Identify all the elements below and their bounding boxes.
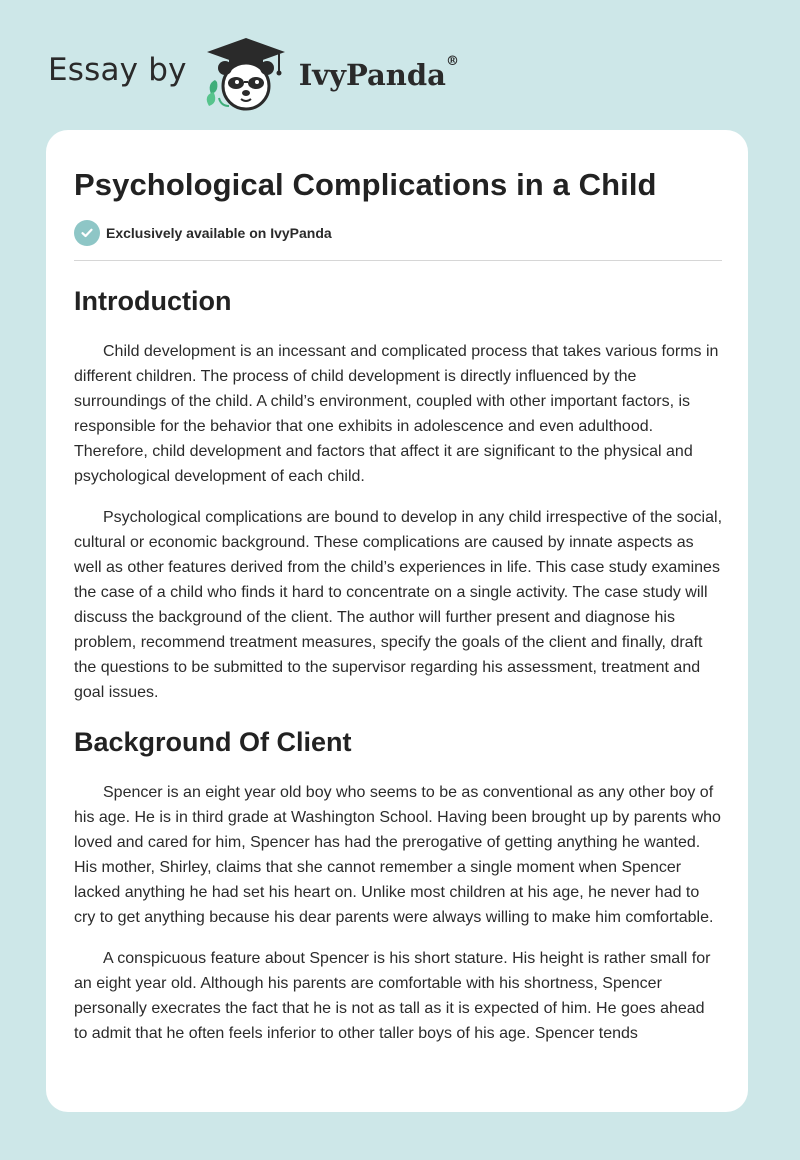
paragraph: Psychological complications are bound to develop in any child irrespective of the social, cultural or economic background. These complications are caused by innate aspects as well as other features derived from the child’s experiences in life. This case study examines the case of a child who finds it hard to concentrate on a single activity. The case study will discuss the background of the client. The author will further present and diagnose his problem, recommend treatment measures, specify the goals of the client and finally, draft the questions to be submitted to the supervisor regarding his assessment, treatment and goal issues. (74, 509, 723, 701)
brand-name: IvyPanda® (298, 54, 459, 92)
check-circle-icon (74, 220, 100, 246)
exclusive-badge (74, 220, 722, 246)
page-title: Psychological Complications in a Child (74, 167, 657, 202)
exclusive-badge-text: Exclusively available on IvyPanda (106, 225, 332, 241)
brand-prefix: Essay by (48, 52, 187, 88)
essay-card (46, 130, 748, 1112)
panda-graduate-logo-icon (201, 36, 291, 112)
site-brand[interactable] (48, 36, 459, 112)
section-heading-introduction: Introduction (74, 286, 232, 316)
paragraph: Spencer is an eight year old boy who seems to be as conventional as any other boy of his age. He is in third grade at Washington School. Having been brought up by parents who loved and cared for him, Spencer has had the prerogative of getting anything he wanted. His mother, Shirley, claims that she cannot remember a single moment when Spencer lacked anything he had set his heart on. Unlike most children at his age, he never had to cry to get anything because his dear parents were always willing to make him comfortable. (74, 784, 721, 926)
paragraph: Child development is an incessant and complicated process that takes various forms in different children. The process of child development is directly influenced by the surroundings of the child. A child’s environment, coupled with other important factors, is responsible for the behavior that one exhibits in adolescence and even adulthood. Therefore, child development and factors that affect it are significant to the physical and psychological development of each child. (74, 343, 719, 485)
paragraph: A conspicuous feature about Spencer is his short stature. His height is rather small for an eight year old. Although his parents are comfortable with his shortness, Spencer personally execrates the fact that he is not as tall as it is expected of him. He goes ahead to admit that he often feels inferior to other taller boys of his age. Spencer tends (74, 950, 711, 1042)
section-heading-background: Background Of Client (74, 727, 352, 757)
divider (74, 260, 722, 261)
